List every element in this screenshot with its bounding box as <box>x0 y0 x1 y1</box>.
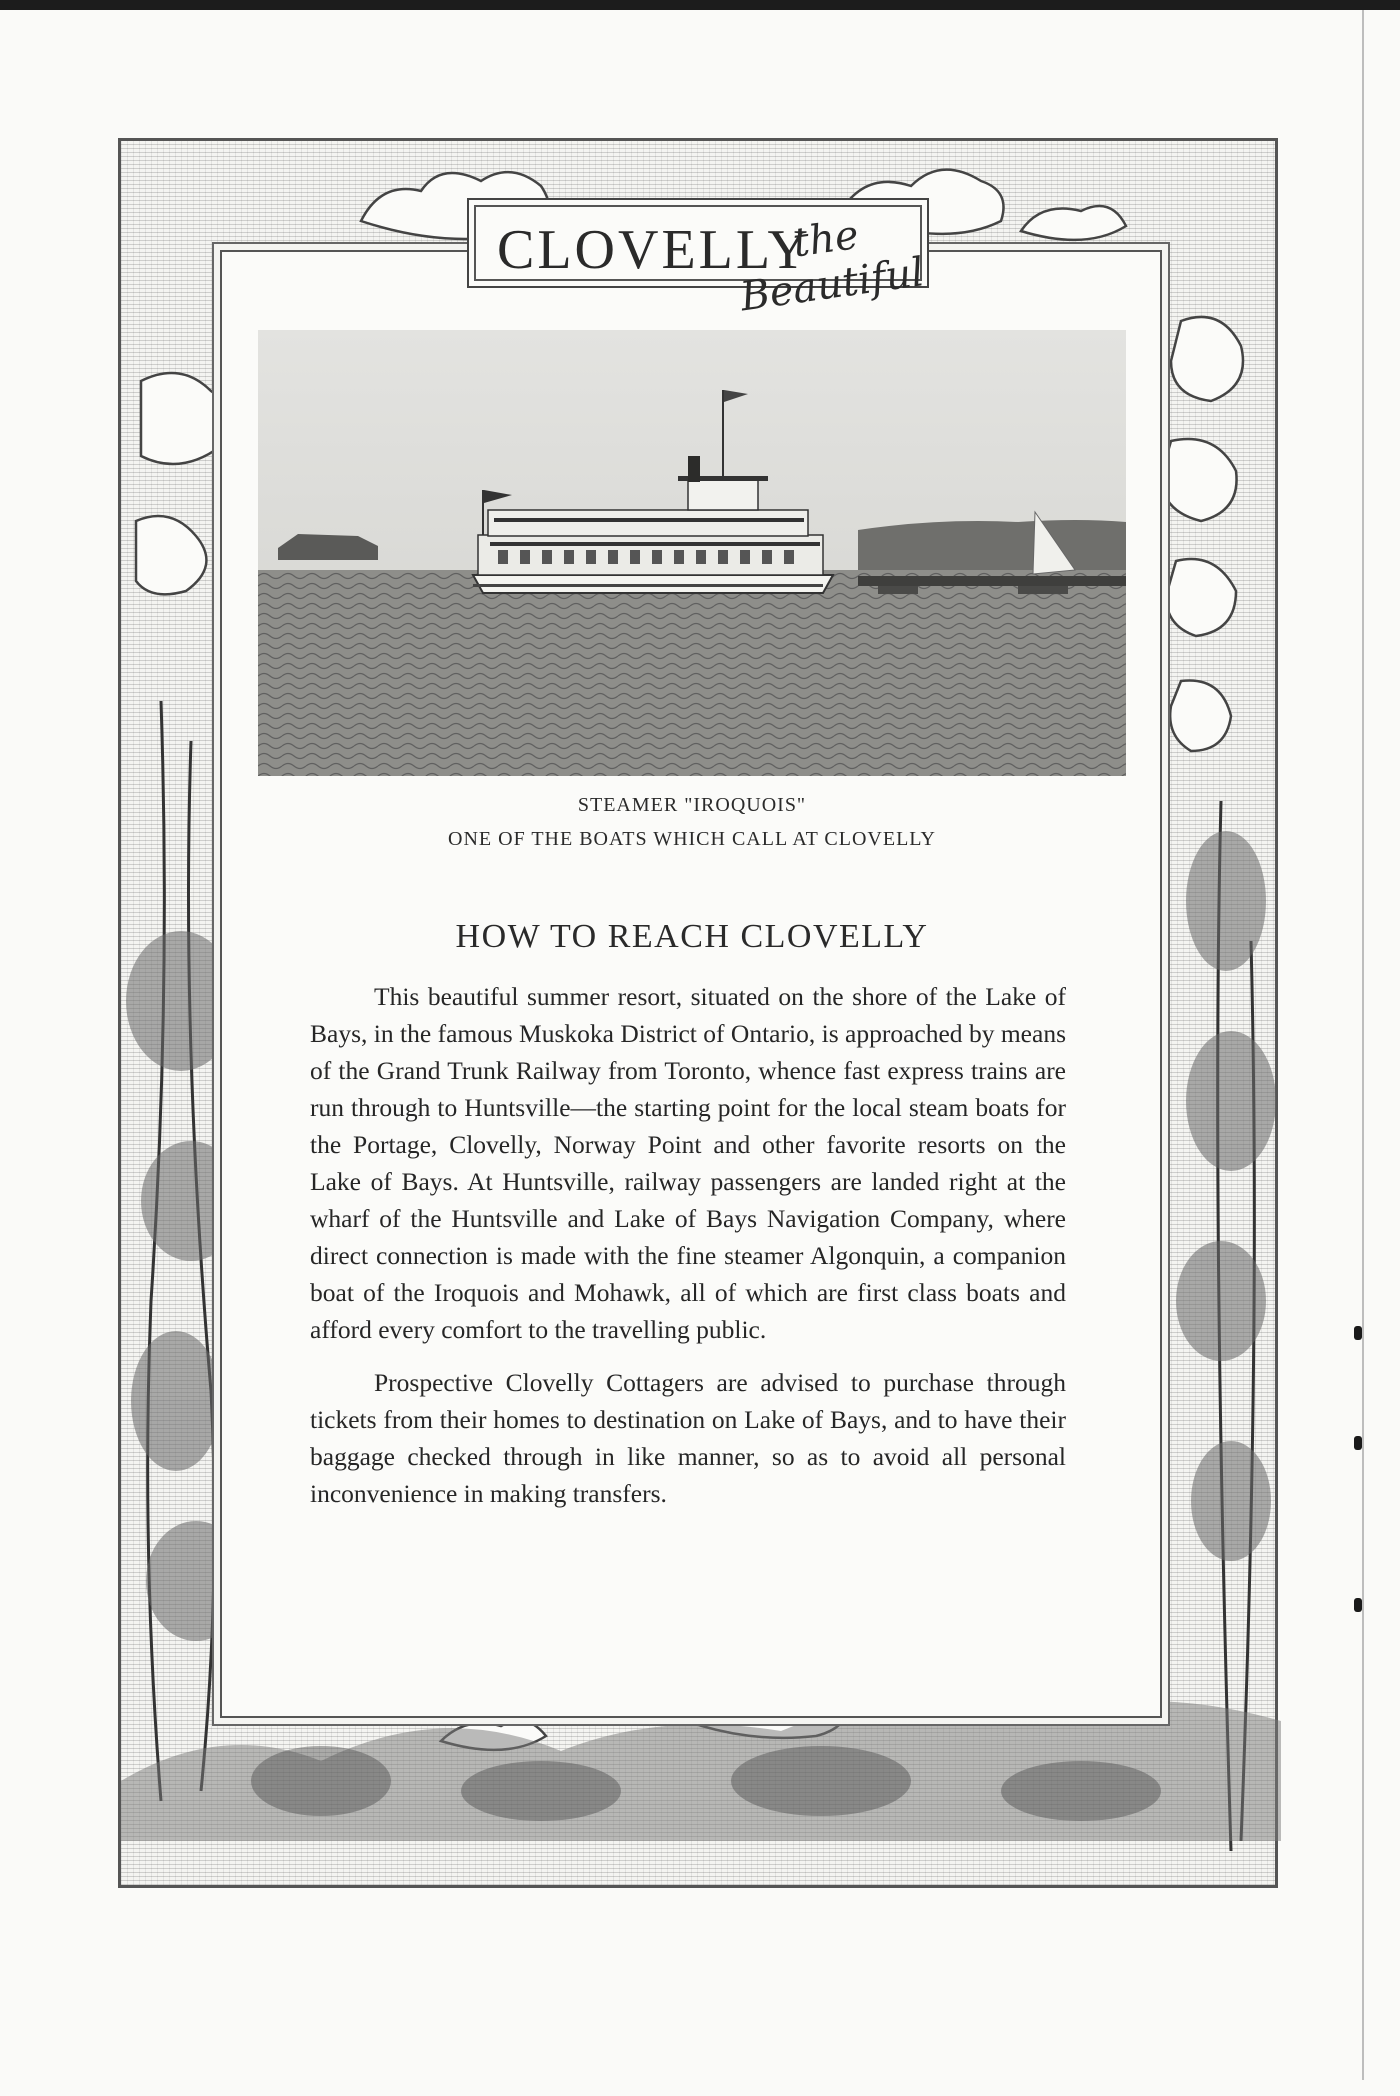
photo-caption-title: STEAMER "IROQUOIS" <box>577 794 807 816</box>
page-right-edge <box>1362 10 1364 2080</box>
section-heading: HOW TO REACH CLOVELLY <box>455 918 929 955</box>
binding-mark <box>1354 1326 1362 1340</box>
paragraph-2: Prospective Clovelly Cottagers are advised to purchase through tickets from their homes to destination on Lake of Bays, and to have their baggage checked through in like manner, so as to avoid all personal inconvenience in making transfers. <box>310 1368 1066 1508</box>
title-cartouche <box>467 198 929 321</box>
title-script: the Beautiful <box>737 211 927 321</box>
photo-caption-subtitle: ONE OF THE BOATS WHICH CALL AT CLOVELLY <box>448 828 936 850</box>
paragraph-1: This beautiful summer resort, situated on the shore of the Lake of Bays, in the famous Muskoka District of Ontario, is approached by means of the Grand Trunk Railway from Toronto, whence fast express trains are run through to Huntsville—the starting point for the local steam boats for the Portage, Clovelly, Norway Point and other favorite resorts on the Lake of Bays. At Huntsville, railway passengers are landed right at the wharf of the Huntsville and Lake of Bays Navigation Company, where direct connection is made with the fine steamer Algonquin, a companion boat of the Iroquois and Mohawk, all of which are first class boats and afford every comfort to the travelling public. <box>310 982 1066 1344</box>
page-top-edge <box>0 0 1400 10</box>
title-main: CLOVELLY <box>497 219 811 281</box>
steamer-photo <box>258 330 1126 776</box>
binding-mark <box>1354 1598 1362 1612</box>
binding-mark <box>1354 1436 1362 1450</box>
steamer-image <box>258 330 1126 776</box>
body-text <box>310 978 1066 1528</box>
